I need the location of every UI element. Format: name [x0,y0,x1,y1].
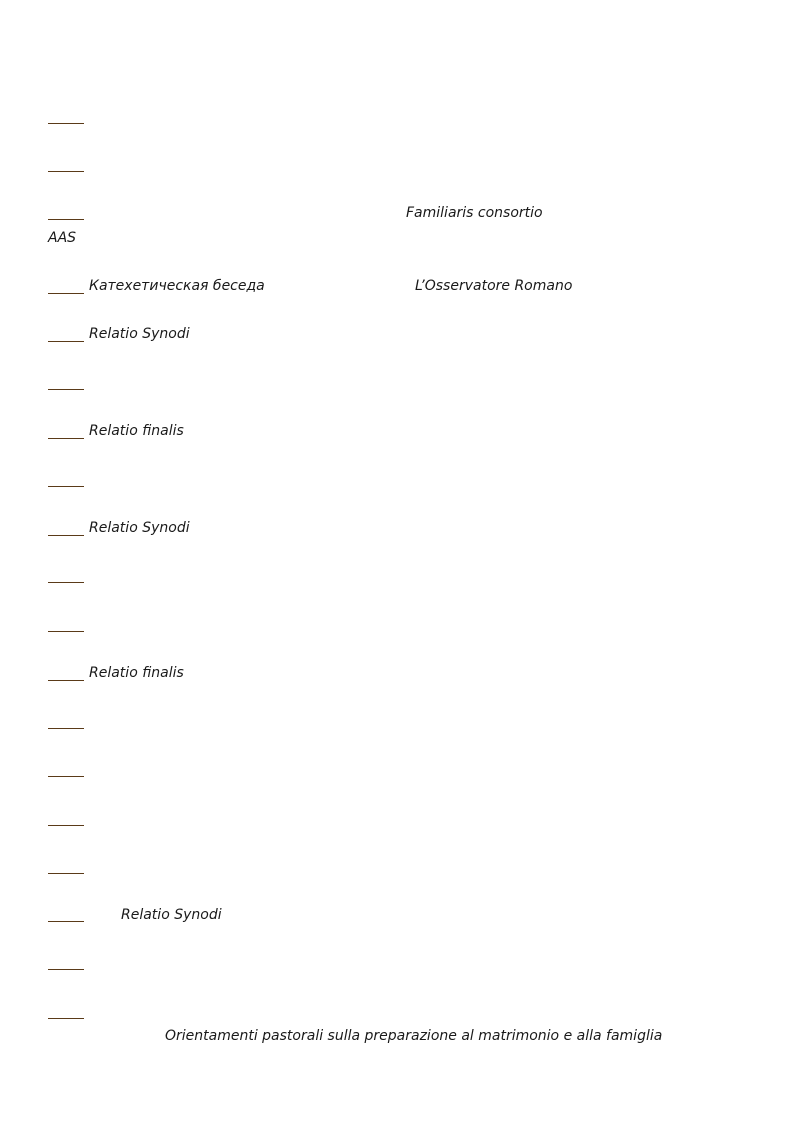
footnote-rule [48,776,84,777]
footnote-rule [48,438,84,439]
footnote-rule [48,921,84,922]
footnote-rule [48,631,84,632]
footnote-rule [48,969,84,970]
footnote-citation: Катехетическая беседа [89,278,265,294]
footnote-rule [48,486,84,487]
footnote-rule [48,123,84,124]
footnote-citation: Relatio Synodi [89,520,190,536]
footnote-citation: Orientamenti pastorali sulla preparazione al matrimonio e alla famiglia [165,1028,663,1044]
footnote-rule [48,873,84,874]
footnote-rule [48,293,84,294]
footnote-citation: Relatio Synodi [121,907,222,923]
footnote-citation: Relatio finalis [89,423,184,439]
footnote-rule [48,219,84,220]
footnote-rule [48,680,84,681]
footnote-rule [48,825,84,826]
footnote-citation: AAS [48,230,77,246]
footnote-citation: L’Osservatore Romano [415,278,573,294]
footnote-rule [48,582,84,583]
footnote-citation: Familiaris consortio [406,205,543,221]
footnote-rule [48,1018,84,1019]
footnote-rule [48,341,84,342]
footnote-rule [48,389,84,390]
footnote-citation: Relatio Synodi [89,326,190,342]
footnote-rule [48,535,84,536]
footnote-rule [48,728,84,729]
footnote-citation: Relatio finalis [89,665,184,681]
footnote-rule [48,171,84,172]
